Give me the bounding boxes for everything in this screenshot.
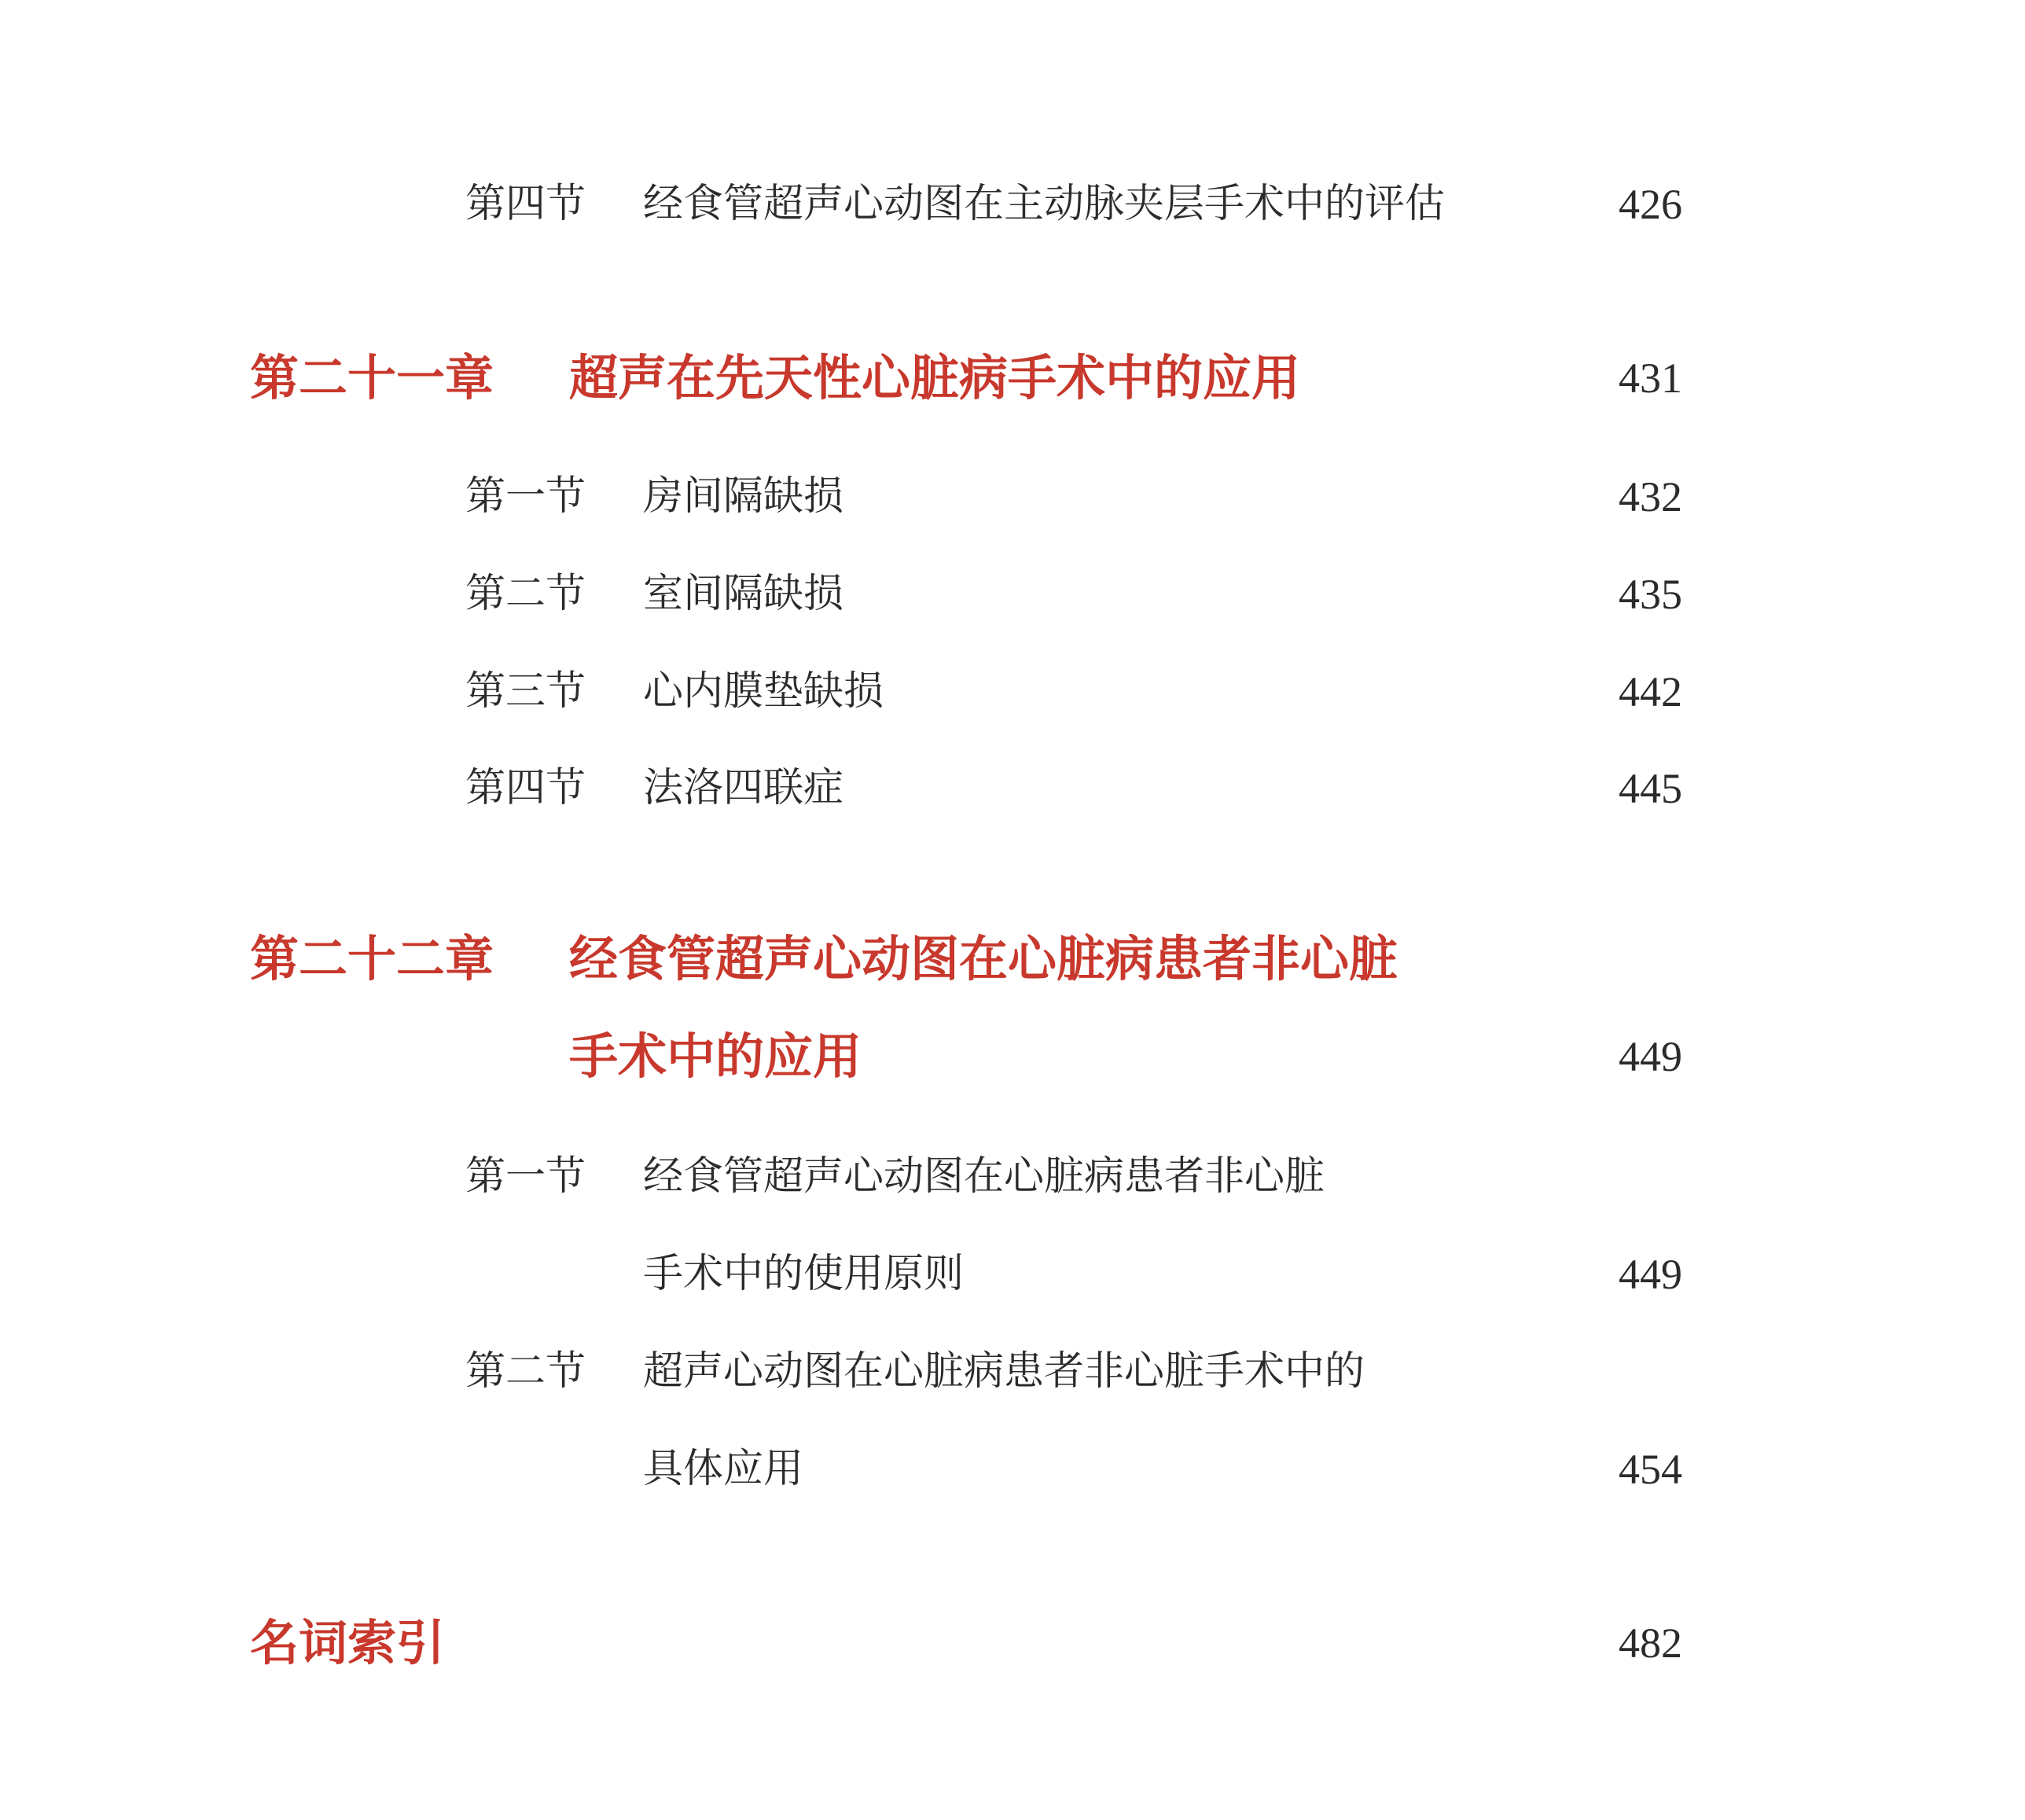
toc-chapter-entry-continued[interactable]: [0, 1025, 2025, 1088]
section-title-line1: 超声心动图在心脏病患者非心脏手术中的: [643, 1348, 1365, 1395]
chapter-label: 第二十一章: [250, 349, 494, 406]
chapter-title: 超声在先天性心脏病手术中的应用: [569, 349, 1301, 406]
section-label: 第四节: [465, 765, 586, 811]
page-number: 449: [1619, 1251, 1682, 1298]
toc-section-entry[interactable]: [0, 660, 2025, 723]
index-label: 名词索引: [250, 1614, 446, 1671]
page-number: 449: [1619, 1033, 1682, 1080]
section-label: 第二节: [465, 1348, 586, 1395]
toc-section-entry[interactable]: [0, 1340, 2025, 1403]
section-title-line2: 手术中的使用原则: [643, 1251, 965, 1297]
chapter-label: 第二十二章: [250, 930, 494, 987]
toc-chapter-entry[interactable]: [0, 347, 2025, 410]
page-number: 442: [1619, 668, 1682, 715]
toc-section-entry[interactable]: [0, 465, 2025, 528]
section-label: 第一节: [465, 1153, 586, 1200]
toc-section-entry-continued[interactable]: [0, 1438, 2025, 1501]
toc-section-entry[interactable]: [0, 757, 2025, 820]
toc-section-entry[interactable]: [0, 563, 2025, 626]
page-number: 435: [1619, 571, 1682, 618]
section-label: 第二节: [465, 571, 586, 617]
section-title: 经食管超声心动图在主动脉夹层手术中的评估: [643, 181, 1446, 227]
section-label: 第四节: [465, 181, 586, 227]
toc-chapter-entry[interactable]: [0, 928, 2025, 991]
page-number: 454: [1619, 1446, 1682, 1493]
page-number: 432: [1619, 473, 1682, 520]
section-title: 室间隔缺损: [643, 571, 844, 617]
section-title-line2: 具体应用: [643, 1446, 804, 1492]
section-title: 心内膜垫缺损: [643, 668, 884, 715]
section-label: 第三节: [465, 668, 586, 715]
toc-section-entry[interactable]: [0, 1145, 2025, 1208]
page-number: 431: [1619, 355, 1682, 402]
page-number: 482: [1619, 1620, 1682, 1667]
toc-section-entry-continued[interactable]: [0, 1243, 2025, 1306]
page-number: 445: [1619, 765, 1682, 812]
toc-index-entry[interactable]: [0, 1612, 2025, 1675]
page-number: 426: [1619, 181, 1682, 228]
chapter-title-line1: 经食管超声心动图在心脏病患者非心脏: [569, 930, 1398, 987]
section-title: 房间隔缺损: [643, 473, 844, 520]
section-label: 第一节: [465, 473, 586, 520]
section-title-line1: 经食管超声心动图在心脏病患者非心脏: [643, 1153, 1325, 1200]
toc-section-entry[interactable]: [0, 173, 2025, 236]
chapter-title-line2: 手术中的应用: [569, 1028, 862, 1085]
section-title: 法洛四联症: [643, 765, 844, 811]
